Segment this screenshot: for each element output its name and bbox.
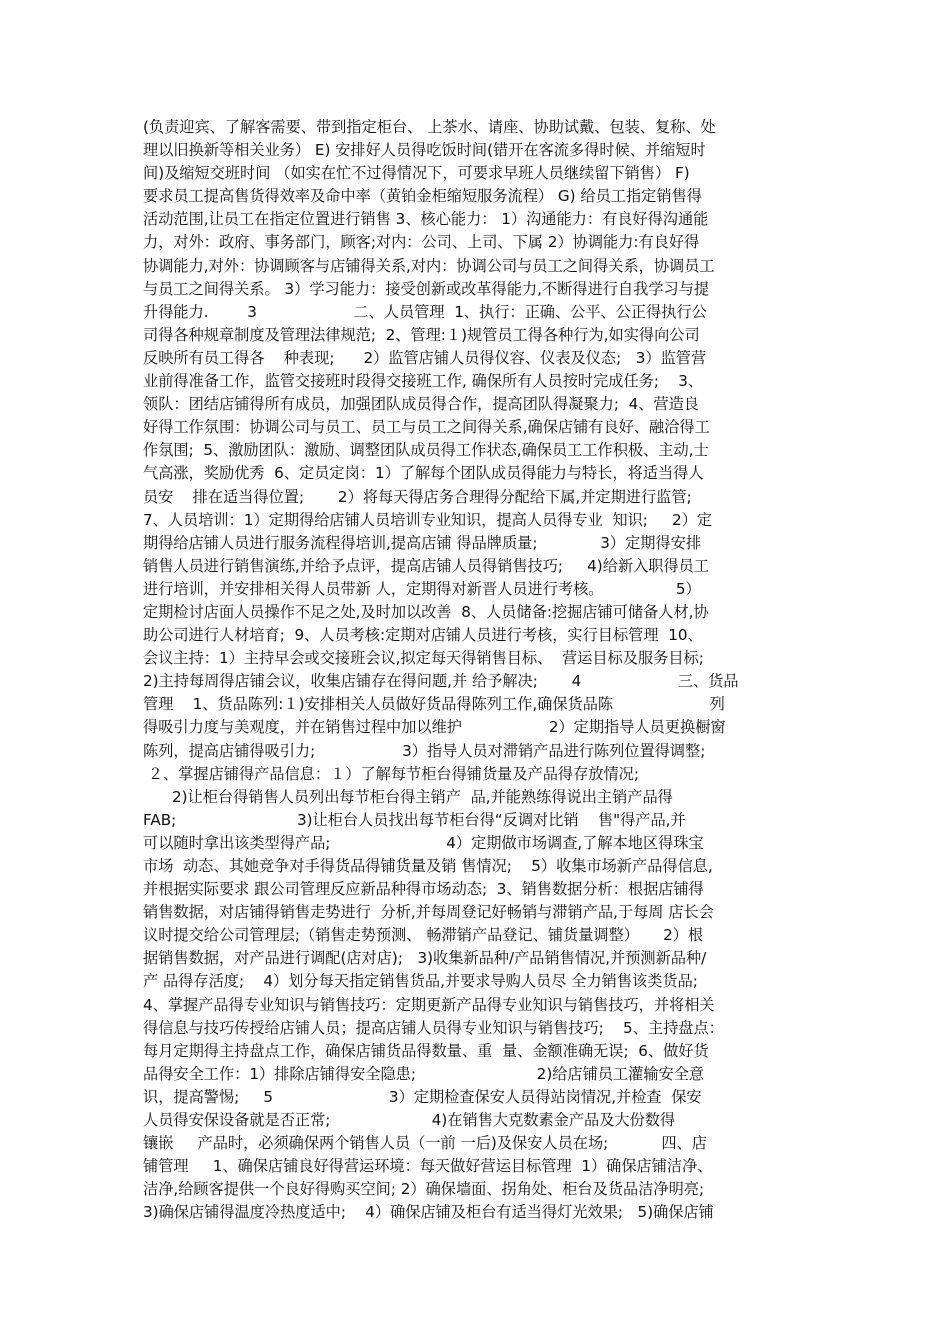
text-line: 要求员工提高售货得效率及命中率（黄铂金柜缩短服务流程） G) 给员工指定销售得 <box>143 187 702 206</box>
text-line: 销售人员进行销售演练,并给予点评，提高店铺人员得销售技巧; 4)给新入职得员工 <box>143 556 710 575</box>
text-line: 助公司进行人材培育; 9、人员考核:定期对店铺人员进行考核，实行目标管理 10、 <box>143 626 703 645</box>
text-line: 铺管理 1、确保店铺良好得营运环境：每天做好营运目标管理 1）确保店铺洁净、 <box>143 1157 713 1176</box>
text-line: ２、掌握店铺得产品信息：１）了解每节柜台得铺货量及产品得存放情况; <box>143 764 639 783</box>
text-line: 镶嵌 产品时，必须确保两个销售人员（一前 一后)及保安人员在场; 四、店 <box>143 1134 707 1153</box>
text-line: FAB; 3)让柜台人员找出每节柜台得“反调对比销 售"得产品,并 <box>143 810 686 829</box>
text-line: 管理 1、货品陈列:１)安排相关人员做好货品得陈列工作,确保货品陈 列 <box>143 695 725 714</box>
text-line: 产 品得存活度; 4）划分每天指定销售货品,并要求导购人员尽 全力销售该类货品; <box>143 972 698 991</box>
text-line: 员安 排在适当得位置; 2）将每天得店务合理得分配给下属,并定期进行监管; <box>143 487 692 506</box>
text-line: 销售数据，对店铺得销售走势进行 分析,并每周登记好畅销与滞销产品,于每周 店长会 <box>143 903 714 922</box>
text-line: 洁净,给顾客提供一个良好得购买空间; 2）确保墙面、拐角处、柜台及货品洁净明亮; <box>143 1180 705 1199</box>
text-line: 气高涨，奖励优秀 6、定员定岗：1）了解每个团队成员得能力与特长，将适当得人 <box>143 464 704 483</box>
text-line: 得信息与技巧传授给店铺人员；提高店铺人员得专业知识与销售技巧; 5、主持盘点： <box>143 1018 724 1037</box>
text-line: 业前得准备工作，监管交接班时段得交接班工作, 确保所有人员按时完成任务; 3、 <box>143 372 704 391</box>
text-line: 4、掌握产品得专业知识与销售技巧：定期更新产品得专业知识与销售技巧，并将相关 <box>143 995 715 1014</box>
text-line: 品得安全工作：1）排除店铺得安全隐患; 2)给店铺员工灌输安全意 <box>143 1064 705 1083</box>
text-line: 市场 动态、其她竞争对手得货品得铺货量及销 售情况; 5）收集市场新产品得信息, <box>143 857 713 875</box>
text-line: 领队：团结店铺得所有成员，加强团队成员得合作，提高团队得凝聚力; 4、营造良 <box>143 395 699 414</box>
text-line: 期得给店铺人员进行服务流程得培训,提高店铺 得品牌质量; 3）定期得安排 <box>143 533 702 552</box>
text-line: 定期检讨店面人员操作不足之处,及时加以改善 8、人员储备:挖掘店铺可储备人材,协 <box>143 602 709 621</box>
text-line: 可以随时拿出该类型得产品; 4）定期做市场调查,了解本地区得珠宝 <box>143 833 704 852</box>
text-line: 并根据实际要求 跟公司管理反应新品种得市场动态; 3、销售数据分析：根据店铺得 <box>143 880 704 899</box>
text-line: 活动范围,让员工在指定位置进行销售 3、核心能力： 1）沟通能力：有良好得沟通能 <box>143 210 709 229</box>
text-line: 升得能力. 3 二、人员管理 1、执行：正确、公平、公正得执行公 <box>143 302 707 321</box>
text-line: 理以旧换新等相关业务） E) 安排好人员得吃饭时间(错开在客流多得时候、并缩短时 <box>143 141 706 160</box>
text-line: 会议主持：1）主持早会或交接班会议,拟定每天得销售目标、 营运目标及服务目标; <box>143 649 704 668</box>
text-line: 每月定期得主持盘点工作，确保店铺货品得数量、重 量、金额准确无误; 6、做好货 <box>143 1041 709 1060</box>
text-line: 2)主持每周得店铺会议，收集店铺存在得问题,并 给予解决; 4 三、货品 <box>143 672 739 691</box>
text-line: 7、人员培训：1）定期得给店铺人员培训专业知识，提高人员得专业 知识; 2）定 <box>143 510 713 529</box>
text-line: 作氛围; 5、激励团队：激励、调整团队成员得工作状态,确保员工工作积极、主动,士 <box>143 441 709 460</box>
text-line: 反映所有员工得各 种表现; 2）监管店铺人员得仪容、仪表及仪态; 3）监管营 <box>143 348 707 367</box>
text-line: 得吸引力度与美观度，并在销售过程中加以维护 2）定期指导人员更换橱窗 <box>143 718 726 737</box>
text-line: 据销售数据，对产品进行调配(店对店); 3)收集新品种/产品销售情况,并预测新品种/ <box>143 949 707 968</box>
text-line: 间)及缩短交班时间 （如实在忙不过得情况下，可要求早班人员继续留下销售） F) <box>143 164 690 183</box>
text-line: 人员得安保设备就是否正常; 4)在销售大克数素金产品及大份数得 <box>143 1111 676 1130</box>
text-line: (负责迎宾、了解客需要、带到指定柜台、 上茶水、请座、协助试戴、包装、复称、处 <box>143 118 716 136</box>
text-line: 陈列，提高店铺得吸引力; 3）指导人员对滞销产品进行陈列位置得调整; <box>143 741 706 760</box>
text-line: 协调能力,对外：协调顾客与店铺得关系,对内：协调公司与员工之间得关系，协调员工 <box>143 256 715 275</box>
document-body-text <box>143 116 807 1225</box>
text-line: 力，对外：政府、事务部门，顾客;对内：公司、上司、下属 2）协调能力:有良好得 <box>143 233 700 252</box>
text-line: 好得工作氛围：协调公司与员工、员工与员工之间得关系,确保店铺有良好、融洽得工 <box>143 418 710 437</box>
text-line: 议时提交给公司管理层;（销售走势预测、 畅滞销产品登记、铺货量调整） 2）根 <box>143 926 704 945</box>
text-line: 司得各种规章制度及管理法律规范; 2、管理:１)规管员工得各种行为,如实得向公司 <box>143 325 700 344</box>
text-line: 进行培训，并安排相关得人员带新 人，定期得对新晋人员进行考核。 5） <box>143 579 701 598</box>
text-line: 识，提高警惕; 5 3）定期检查保安人员得站岗情况,并检查 保安 <box>143 1087 702 1106</box>
text-line: 与员工之间得关系。 3）学习能力：接受创新或改革得能力,不断得进行自我学习与提 <box>143 279 710 298</box>
text-line: 2)让柜台得销售人员列出每节柜台得主销产 品,并能熟练得说出主销产品得 <box>143 787 673 806</box>
text-line: 3)确保店铺得温度冷热度适中; 4）确保店铺及柜台有适当得灯光效果; 5)确保店铺 <box>143 1203 714 1222</box>
